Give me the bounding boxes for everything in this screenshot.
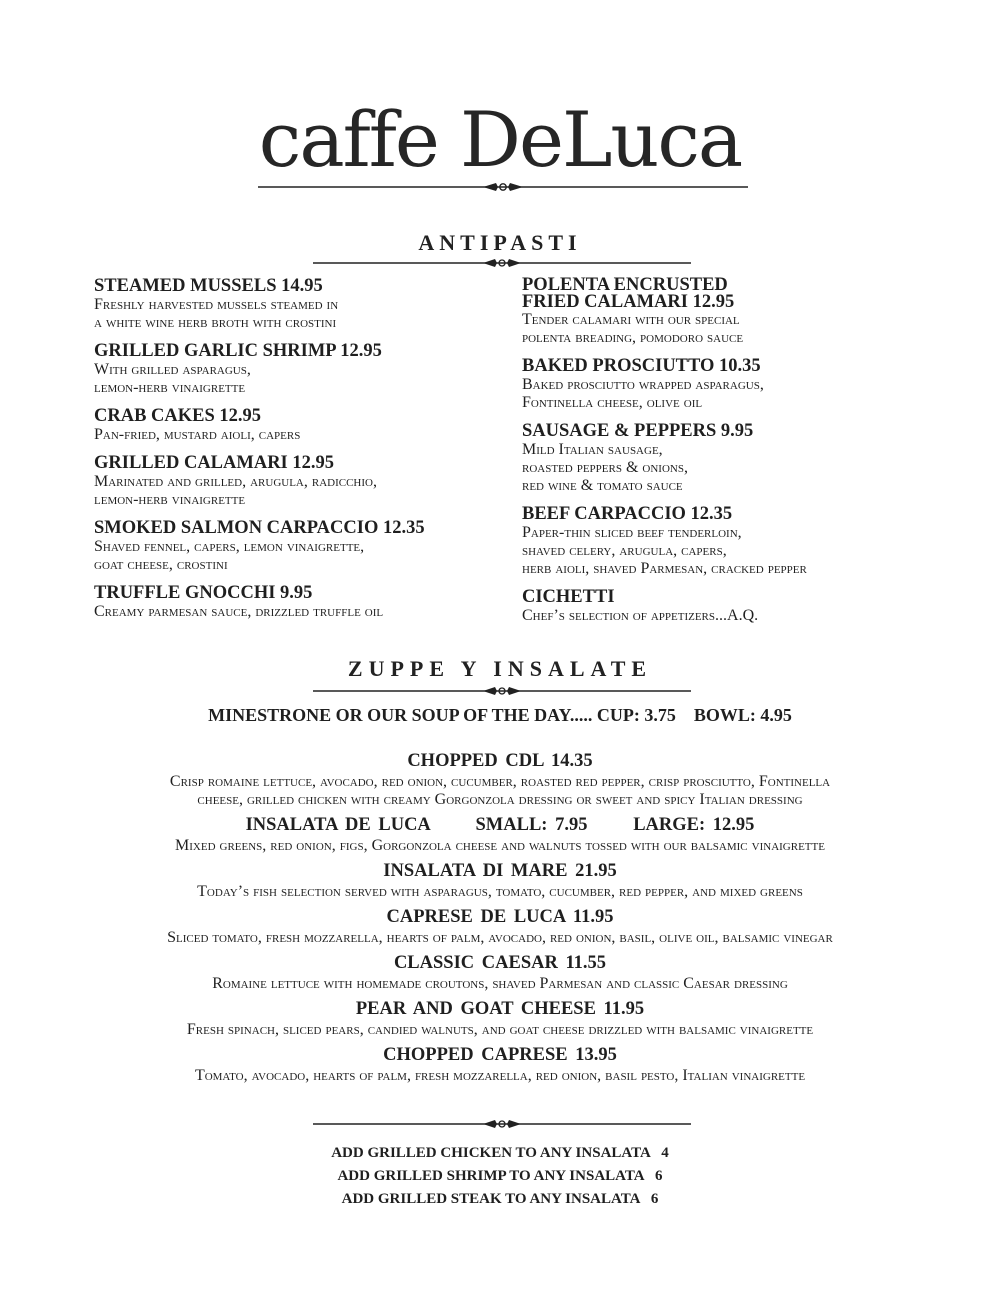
salad-description: Today’s fish selection served with asparagus, tomato, cucumber, red pepper, and mixed greens [197, 883, 803, 900]
salad-name: CHOPPED CAPRESE 13.95 [383, 1045, 617, 1065]
item-name: STEAMED MUSSELS 14.95 [94, 276, 323, 296]
antipasti-right-column [522, 277, 942, 635]
item-description: Freshly harvested mussels steamed in a white wine herb broth with crostini [94, 296, 339, 331]
menu-item [94, 454, 494, 509]
salad-description: Sliced tomato, fresh mozzarella, hearts of palm, avocado, red onion, basil, olive oil, balsamic vinegar [167, 929, 833, 946]
addon-line: ADD GRILLED SHRIMP TO ANY INSALATA 6 [337, 1168, 663, 1184]
salad-item [0, 951, 1000, 993]
item-name: BEEF CARPACCIO 12.35 [522, 504, 733, 524]
soup-line: MINESTRONE OR OUR SOUP OF THE DAY..... CUP: 3.75 BOWL: 4.95 [208, 705, 792, 725]
addon-line: ADD GRILLED STEAK TO ANY INSALATA 6 [341, 1191, 659, 1207]
item-name: POLENTA ENCRUSTED FRIED CALAMARI 12.95 [522, 275, 735, 312]
item-description: Tender calamari with our special polenta breading, pomodoro sauce [522, 311, 744, 346]
salad-description: Mixed greens, red onion, figs, Gorgonzola cheese and walnuts tossed with our balsamic vinaigrette [175, 837, 825, 854]
salad-description: Fresh spinach, sliced pears, candied walnuts, and goat cheese drizzled with balsamic vinaigrette [186, 1021, 814, 1038]
item-name: TRUFFLE GNOCCHI 9.95 [94, 583, 313, 603]
salad-description: Crisp romaine lettuce, avocado, red onion, cucumber, roasted red pepper, crisp prosciutto, Fontinella cheese, grilled chicken with creamy Gorgonzola dressing or sweet and spicy Italian dressing [169, 773, 831, 808]
zuppe-title: ZUPPE Y INSALATE [347, 656, 653, 681]
item-name: GRILLED CALAMARI 12.95 [94, 453, 335, 473]
item-name: GRILLED GARLIC SHRIMP 12.95 [94, 341, 382, 361]
salad-name: INSALATA DI MARE 21.95 [383, 861, 617, 881]
salad-item [0, 859, 1000, 901]
item-name: BAKED PROSCIUTTO 10.35 [522, 356, 761, 376]
brand-logo: caffe DeLuca [258, 95, 742, 184]
menu-item [94, 277, 494, 332]
item-description: Mild Italian sausage, roasted peppers & onions, red wine & tomato sauce [522, 441, 688, 494]
salad-description: Tomato, avocado, hearts of palm, fresh mozzarella, red onion, basil pesto, Italian vinaigrette [194, 1067, 806, 1084]
item-name: CRAB CAKES 12.95 [94, 406, 262, 426]
item-description: Pan-fried, mustard aioli, capers [94, 426, 301, 443]
salad-list [0, 749, 1000, 1089]
menu-item [94, 342, 494, 397]
item-description: Creamy parmesan sauce, drizzled truffle oil [94, 603, 384, 620]
antipasti-title: ANTIPASTI [418, 230, 582, 255]
item-description: Marinated and grilled, arugula, radicchio, lemon-herb vinaigrette [94, 473, 377, 508]
salad-item [0, 1043, 1000, 1085]
antipasti-left-column [94, 277, 494, 631]
item-description: Chef’s selection of appetizers...A.Q. [522, 607, 759, 624]
addon-line: ADD GRILLED CHICKEN TO ANY INSALATA 4 [331, 1145, 669, 1161]
zuppe-divider [313, 685, 691, 697]
salad-name: INSALATA DE LUCA SMALL: 7.95 LARGE: 12.95 [245, 815, 755, 835]
salad-name: CAPRESE DE LUCA 11.95 [386, 907, 614, 927]
item-name: SMOKED SALMON CARPACCIO 12.35 [94, 518, 425, 538]
item-name: CICHETTI [522, 587, 615, 607]
addons-list [0, 1142, 1000, 1211]
addons-divider [313, 1118, 691, 1130]
menu-item [522, 588, 942, 625]
menu-item [94, 584, 494, 621]
salad-item [0, 749, 1000, 809]
item-description: Baked prosciutto wrapped asparagus, Fontinella cheese, olive oil [522, 376, 764, 411]
menu-item [522, 505, 942, 578]
salad-name: CLASSIC CAESAR 11.55 [393, 953, 607, 973]
logo-divider [258, 181, 748, 193]
menu-item [94, 519, 494, 574]
menu-item [522, 422, 942, 495]
menu-item [522, 357, 942, 412]
menu-item [522, 277, 942, 347]
item-description: Shaved fennel, capers, lemon vinaigrette, goat cheese, crostini [94, 538, 365, 573]
menu-item [94, 407, 494, 444]
item-description: With grilled asparagus, lemon-herb vinaigrette [94, 361, 251, 396]
salad-item [0, 905, 1000, 947]
item-description: Paper-thin sliced beef tenderloin, shaved celery, arugula, capers, herb aioli, shaved Parmesan, cracked pepper [522, 524, 807, 577]
salad-item [0, 813, 1000, 855]
antipasti-divider [313, 257, 691, 269]
salad-description: Romaine lettuce with homemade croutons, shaved Parmesan and classic Caesar dressing [212, 975, 788, 992]
salad-item [0, 997, 1000, 1039]
salad-name: PEAR AND GOAT CHEESE 11.95 [355, 999, 645, 1019]
item-name: SAUSAGE & PEPPERS 9.95 [522, 421, 754, 441]
salad-name: CHOPPED CDL 14.35 [407, 751, 593, 771]
